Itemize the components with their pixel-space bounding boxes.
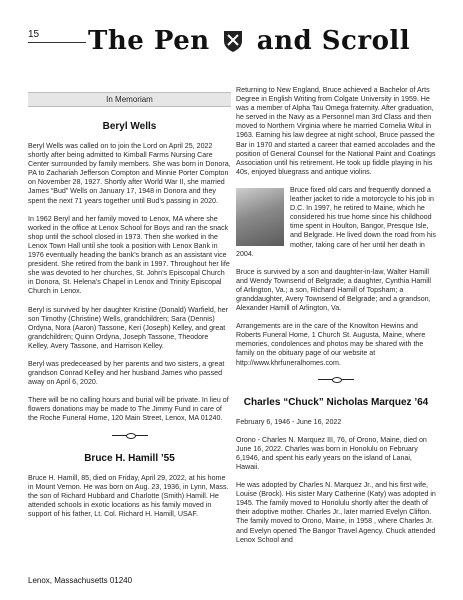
portrait-photo [236,188,284,246]
paragraph: Returning to New England, Bruce achieved a Bachelor of Arts Degree in English Writing from Colgate University in 1959. He was a member of Alpha Tau Omega fraternity. After graduation, he served in the Navy as a Personnel man 3rd Class and then moved to Northern Virginia where he married Cornelia Witul in 1963. Earning his law degree at night school, Bruce passed the Bar in 1970 and started a career that earned accolades and the position of General Counsel for the National Paint and Coatings Association until his retirement. He took up fiddle playing in his 40s, enjoyed bluegrass and antique violins. [236,86,436,176]
paragraph: Bruce fixed old cars and frequently donned a leather jacket to ride a motorcycle to his job in D.C. In 1997, he retired to Maine, which he considered his true home since his childhood time spent in Houlton, Bangor, Presque Isle, and Belgrade. He lived down the road from his mother, taking care of her until her death in 2004. [236,185,436,258]
paragraph: In 1962 Beryl and her family moved to Lenox, MA where she worked in the office at Lenox School for Boys and ran the snack shop until the school closed in 1973. Then she worked in the Lenox Town Hall until she took a position with Lenox Bank in 1976 eventually heading the bank’s branch as an assistant vice president. She retired from the bank in 1997. Throughout her life she was devoted to her churches, St. John’s Episcopal Church in Donora, St. Helena’s Chapel in Lenox and Trinity Episcopal Church in Lenox. [28,214,230,296]
page-number: 15 [28,29,40,40]
right-column [236,86,436,554]
paragraph: Beryl was predeceased by her parents and two sisters, a great grandson Conrad Kelley and her husband James who passed away on April 6, 2020. [28,359,225,387]
page-header [28,26,438,56]
masthead-right: and Scroll [256,26,411,56]
paragraph: Orono - Charles N. Marquez III, 76, of Orono, Maine, died on June 16, 2022. Charles was born in Honolulu on February 6,1946, and spent his early years on the island of Lanai, Hawaii. [236,435,427,471]
paragraph: Bruce H. Hamill, 85, died on Friday, April 29, 2022, at his home in Mount Vernon. He was born on Aug. 23, 1936, in Lynn, Mass. the son of Richard Hubbard and Charlotte (Smith) Hamill. He attended schools in exotic locations as his family moved in support of his father, Lt. Col. Richard H. Hamill, USAF. [28,473,229,518]
section-label: In Memoriam [28,92,231,107]
header-rule [28,42,86,43]
footer-location: Lenox, Massachusetts 01240 [28,576,133,585]
obituary-title-bruce-hamill: Bruce H. Hamill ’55 [84,452,175,464]
masthead-left: The Pen [88,26,210,56]
obituary-title-charles-marquez: Charles “Chuck” Nicholas Marquez ’64 [243,396,429,408]
paragraph: Beryl Wells was called on to join the Lord on April 25, 2022 shortly after being admitted to Kimball Farms Nursing Care Center surrounded by family members. She was born in Donora, PA to Zachariah Jefferson Compton and Minnie Porter Compton on November 28, 1927. Shortly after World War II, she married James “Bud” Wells on January 17, 1948 in Donora and they spent the next 71 years together until Bud’s passing in 2020. [28,142,231,205]
obituary-dates: February 6, 1946 - June 16, 2022 [236,417,342,426]
paragraph: There will be no calling hours and burial will be private. In lieu of flowers donations may be made to The Jimmy Fund in care of the Roche Funeral Home, 120 Main Street, Lenox, MA 01240. [28,396,229,423]
paragraph: Arrangements are in the care of the Knowlton Hewins and Roberts Funeral Home, 1 Church St. Augusta, Maine, where memories, condolences and photos may be shared with the family on the obituary page of our website at http://www.khrfuneralhomes.com. [236,322,426,367]
crest-icon [222,29,244,53]
paragraph: Bruce is survived by a son and daughter-in-law, Walter Hamill and Wendy Townsend of Belgrade; a daughter, Cynthia Hamill of Arlington, Va.; a son, Richard Hamill of Topsham; a granddaughter, Avery Townsend of Belgrade; and a grandson, Alexander Hamill of Arlington, Va. [236,267,431,313]
obituary-title-beryl-wells: Beryl Wells [102,121,157,132]
ornament-divider [318,377,354,383]
paragraph: He was adopted by Charles N. Marquez Jr., and his first wife, Louise (Brock). His sister Mary Catherine (Katy) was adopted in 1945. The family moved to Honolulu shortly after the death of their adoptive mother. Charles Jr., later married Evelyn Clifton. The family moved to Orono, Maine, in 1958 , where Charles Jr. and Evelyn opened The Bangor Travel Agency. Chuck attended Lenox School and [236,481,436,544]
ornament-divider [112,433,148,439]
masthead [88,26,438,56]
left-column [28,86,231,528]
paragraph: Beryl is survived by her daughter Kristine (Donald) Warfield, her son Timothy (Christine) Wells, grandchildren; Sara (Dennis) Ordyna, Nora (Aaron) Tassone, Keri (Joseph) Kelley, and great grandchildren; Quinn Ordyna, Joseph Tassone, Theodore Kelley, Avery Tassone, and Harrison Kelley. [28,305,229,350]
